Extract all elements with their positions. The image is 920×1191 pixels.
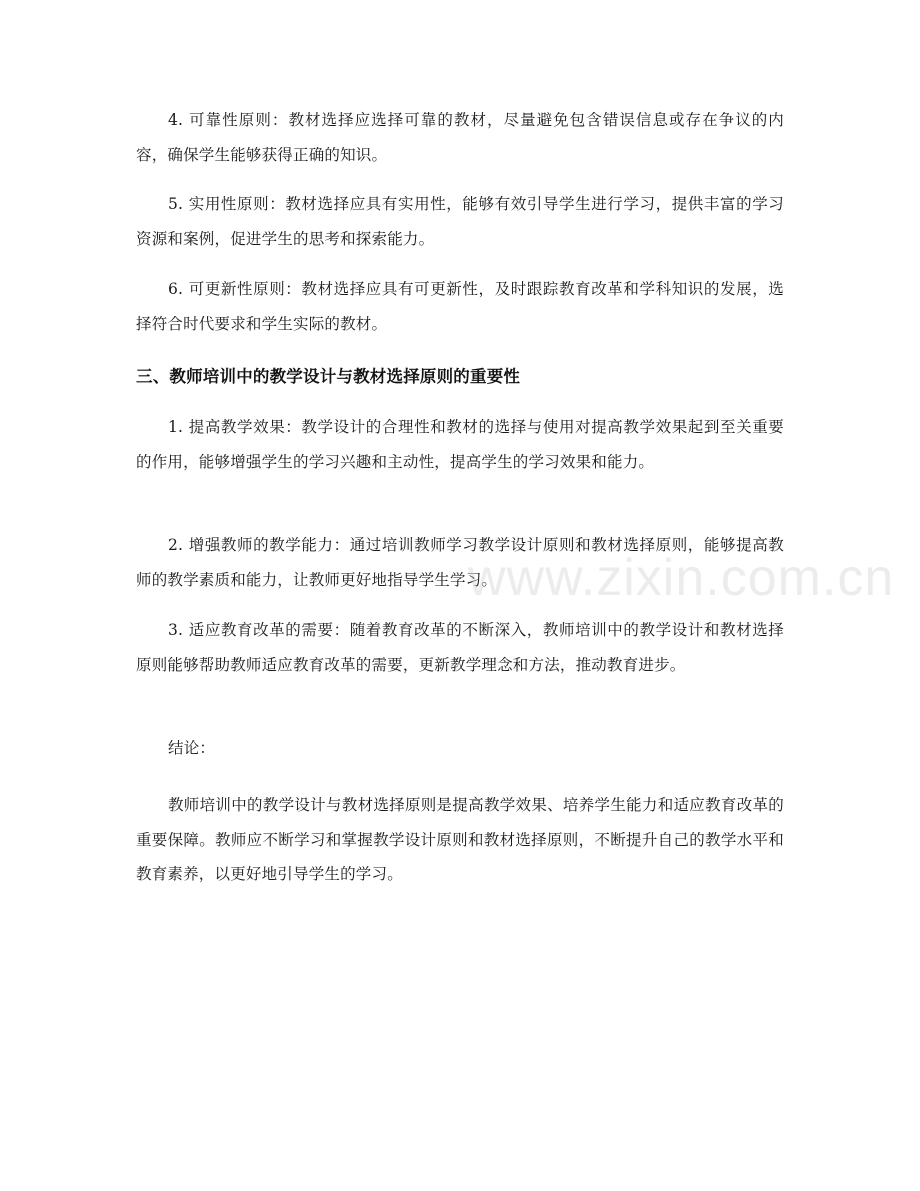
paragraph-enhance-teacher-ability: 2. 增强教师的教学能力：通过培训教师学习教学设计原则和教材选择原则，能够提高教师的教学素质和能力，让教师更好地指导学生学习。 — [136, 536, 784, 589]
paragraph-practicality-principle: 5. 实用性原则：教材选择应具有实用性，能够有效引导学生进行学习，提供丰富的学习资源和案例，促进学生的思考和探索能力。 — [136, 195, 784, 248]
conclusion-label: 结论： — [168, 739, 216, 757]
paragraph-updatability-principle: 6. 可更新性原则：教材选择应具有可更新性，及时跟踪教育改革和学科知识的发展，选择符合时代要求和学生实际的教材。 — [136, 280, 784, 333]
paragraph-improve-teaching-effect: 1. 提高教学效果：教学设计的合理性和教材的选择与使用对提高教学效果起到至关重要的作用，能够增强学生的学习兴趣和主动性，提高学生的学习效果和能力。 — [136, 418, 784, 471]
section-heading: 三、教师培训中的教学设计与教材选择原则的重要性 — [136, 367, 521, 386]
watermark-text: www.zixin.com.cn — [468, 549, 895, 607]
paragraph-adapt-education-reform: 3. 适应教育改革的需要：随着教育改革的不断深入，教师培训中的教学设计和教材选择原则能够帮助教师适应教育改革的需要，更新教学理念和方法，推动教育进步。 — [136, 621, 784, 674]
conclusion-paragraph: 教师培训中的教学设计与教材选择原则是提高教学效果、培养学生能力和适应教育改革的重要保障。教师应不断学习和掌握教学设计原则和教材选择原则，不断提升自己的教学水平和教育素养，以更好地引导学生的学习。 — [136, 796, 784, 883]
paragraph-reliability-principle: 4. 可靠性原则：教材选择应选择可靠的教材，尽量避免包含错误信息或存在争议的内容，确保学生能够获得正确的知识。 — [136, 111, 784, 164]
